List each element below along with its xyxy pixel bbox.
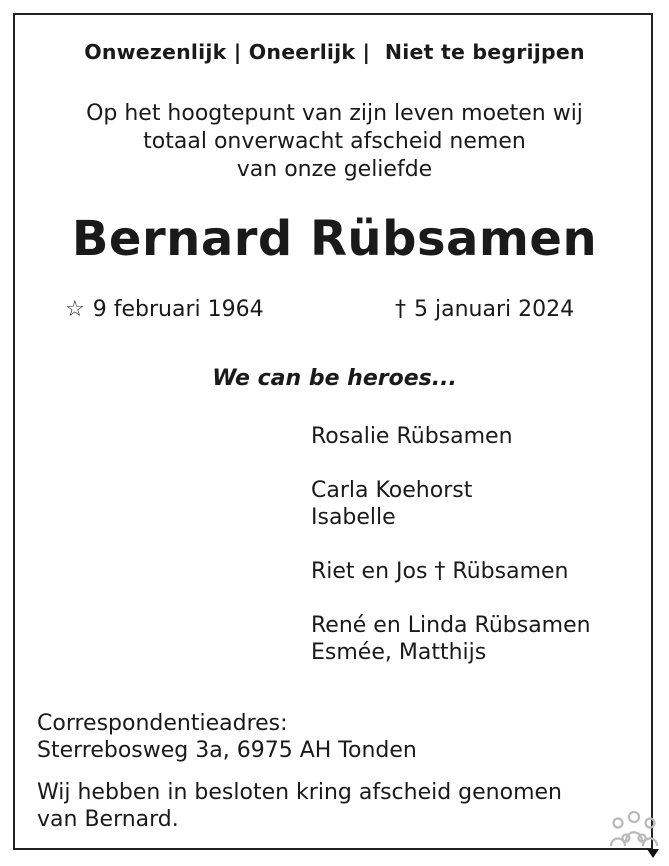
deceased-name: Bernard Rübsamen xyxy=(71,211,598,267)
intro-line: totaal onverwacht afscheid nemen xyxy=(143,129,526,154)
mourner-group xyxy=(311,477,591,531)
star-icon: ☆ xyxy=(65,297,85,322)
people-group-icon xyxy=(608,808,660,860)
death-date-text: 5 januari 2024 xyxy=(414,297,575,322)
birth-date xyxy=(65,297,264,322)
address-label: Correspondentieadres: xyxy=(37,711,288,736)
mourner-group xyxy=(311,558,591,585)
mourner-group xyxy=(311,612,591,666)
intro-line: Op het hoogtepunt van zijn leven moeten wij xyxy=(86,101,583,126)
mourners-list xyxy=(311,423,591,693)
closing-line: van Bernard. xyxy=(37,807,179,832)
death-date xyxy=(395,297,574,322)
closing-line: Wij hebben in besloten kring afscheid genomen xyxy=(37,780,562,805)
tagline: Onwezenlijk | Oneerlijk | Niet te begrijpen xyxy=(84,40,585,64)
mourner-group xyxy=(311,423,591,450)
birth-date-text: 9 februari 1964 xyxy=(92,297,264,322)
intro-text xyxy=(0,100,669,184)
mourner-name: Esmée, Matthijs xyxy=(311,640,487,665)
correspondence-address xyxy=(37,710,417,764)
motto: We can be heroes... xyxy=(212,366,457,391)
cross-icon: † xyxy=(395,297,406,322)
mourner-name: René en Linda Rübsamen xyxy=(311,613,591,638)
intro-line: van onze geliefde xyxy=(236,157,433,182)
mourner-name: Riet en Jos † Rübsamen xyxy=(311,559,569,584)
mourner-name: Rosalie Rübsamen xyxy=(311,424,513,449)
closing-text xyxy=(37,779,562,833)
mourner-name: Isabelle xyxy=(311,505,396,530)
address-line: Sterrebosweg 3a, 6975 AH Tonden xyxy=(37,738,417,763)
mourner-name: Carla Koehorst xyxy=(311,478,473,503)
